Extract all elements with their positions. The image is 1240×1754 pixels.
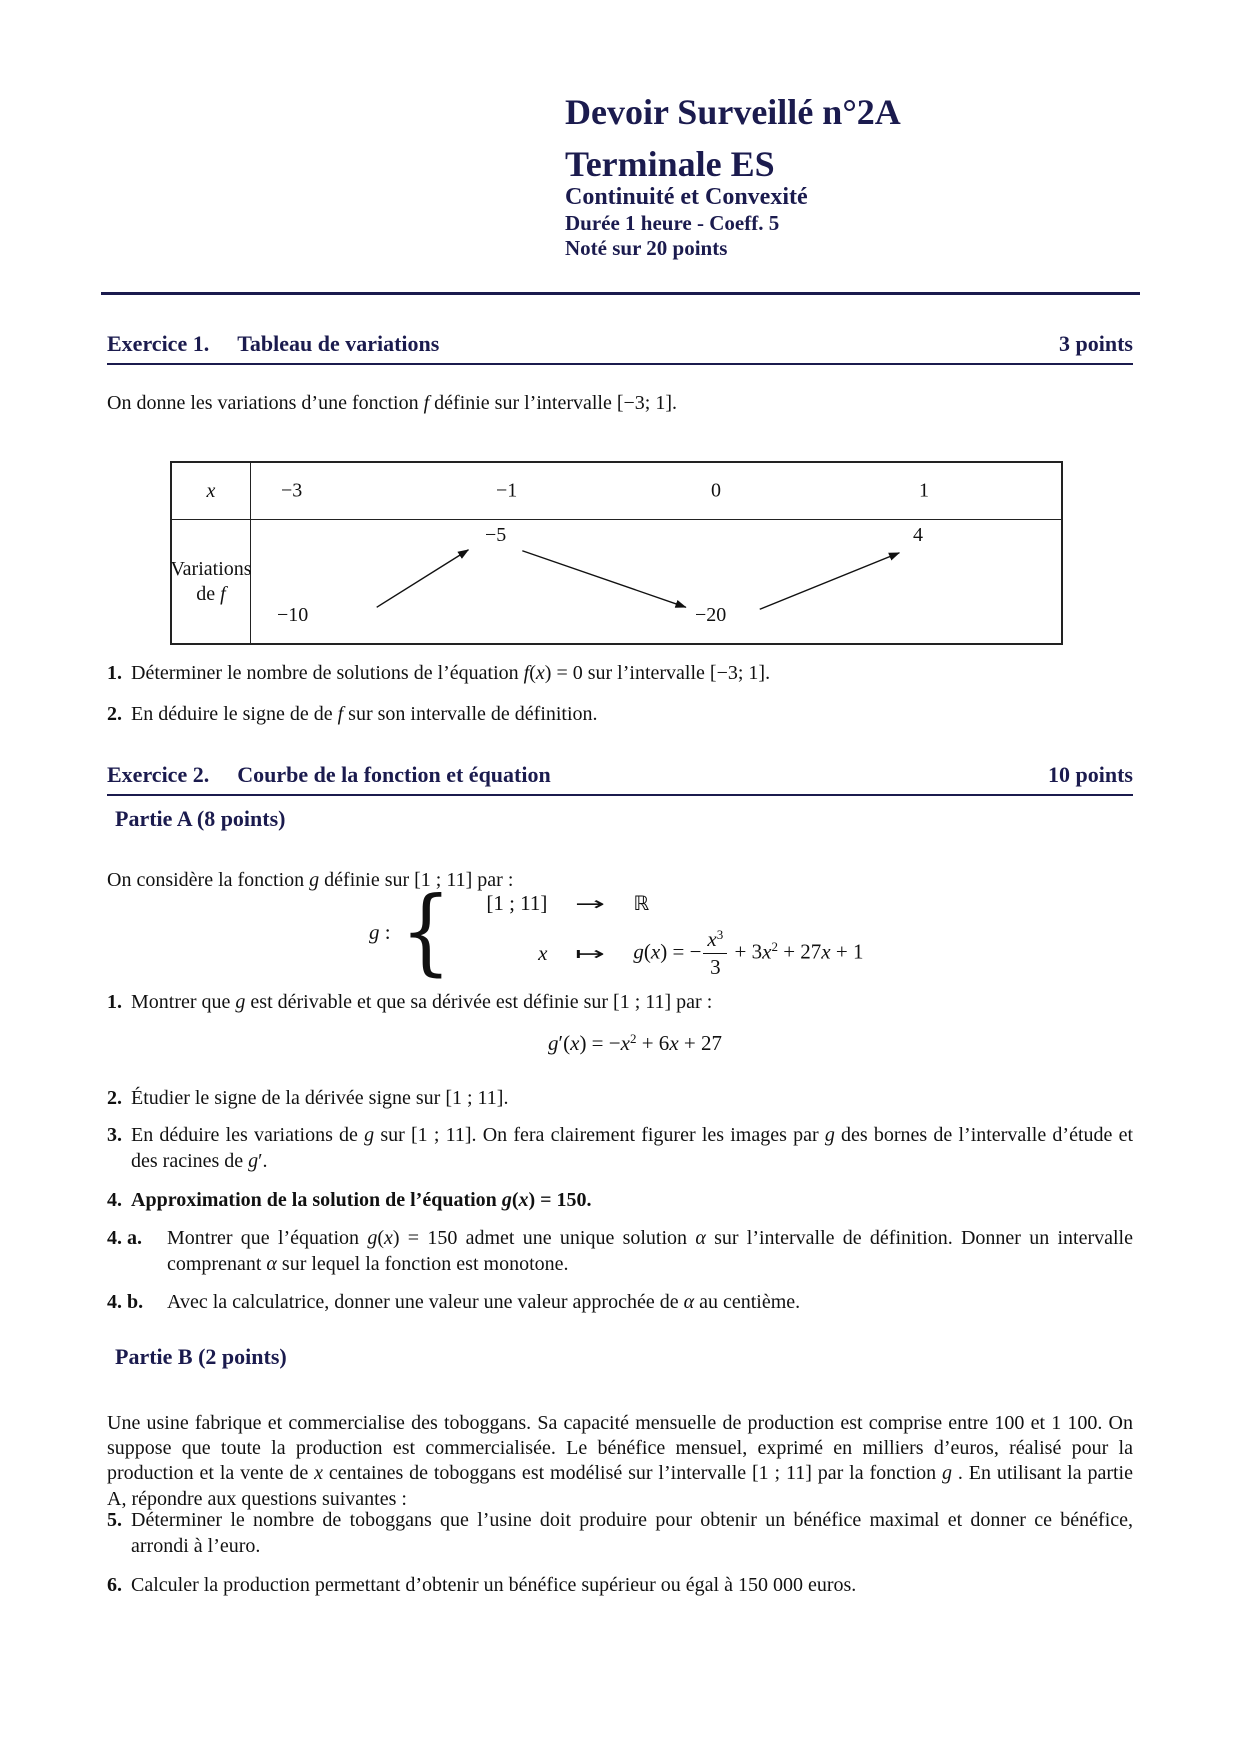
ex2-question-4b [107, 1290, 1133, 1316]
exercise2-header [107, 762, 1133, 796]
table-x-values-row [251, 463, 1061, 520]
codomain-reals: ℝ [633, 891, 650, 915]
question-number: 6. [107, 1574, 122, 1596]
question-number: 3. [107, 1124, 122, 1146]
function-name: g : [369, 919, 391, 944]
question-text: Avec la calculatrice, donner une valeur une valeur approchée de α au centième. [167, 1291, 801, 1313]
question-number: 5. [107, 1509, 122, 1531]
expression-head: g(x) = − [633, 938, 702, 963]
ex1-question-2 [107, 702, 1133, 728]
question-number: 4. a. [107, 1227, 142, 1249]
variation-table [170, 461, 1063, 645]
question-text: Montrer que l’équation g(x) = 150 admet une unique solution α sur l’intervalle de définition. Donner un intervalle comprenant α sur lequel la fonction est monotone. [167, 1227, 1133, 1275]
question-text: Approximation de la solution de l’équation g(x) = 150. [131, 1189, 592, 1211]
question-text: Déterminer le nombre de toboggans que l’usine doit produire pour obtenir un bénéfice maximal et donner ce bénéfice, arrondi à l’euro. [131, 1509, 1133, 1557]
exercise1-points: 3 points [1059, 331, 1133, 356]
long-arrow-icon: → [575, 892, 606, 915]
doc-score: Noté sur 20 points [565, 236, 728, 260]
fraction [701, 927, 729, 980]
exercise1-header [107, 331, 1133, 365]
exercise2-points: 10 points [1048, 762, 1133, 787]
table-x-value-0: −3 [281, 479, 303, 502]
question-number: 4. [107, 1189, 122, 1211]
question-text: Calculer la production permettant d’obtenir un bénéfice supérieur ou égal à 150 000 euros. [131, 1574, 857, 1596]
ex2-question-2 [107, 1086, 1133, 1112]
question-text: En déduire le signe de de f sur son intervalle de définition. [131, 703, 598, 725]
exercise1-label: Exercice 1. [107, 331, 210, 356]
question-number: 1. [107, 991, 122, 1013]
ex2-question-4a [107, 1226, 1133, 1277]
table-x-header-cell [172, 463, 251, 520]
ex1-question-1 [107, 661, 1133, 687]
arrow-down-icon [522, 551, 686, 608]
ex2-question-4 [107, 1188, 1133, 1214]
exercise2-label: Exercice 2. [107, 762, 210, 787]
doc-duration: Durée 1 heure - Coeff. 5 [565, 211, 780, 235]
doc-title: Devoir Surveillé n°2A [565, 92, 901, 132]
ex2-question-6 [107, 1573, 1133, 1599]
exercise2-title: Courbe de la fonction et équation [237, 762, 551, 787]
mapping-row-domain [461, 882, 863, 924]
part-b-heading: Partie B (2 points) [115, 1344, 287, 1369]
question-text: Étudier le signe de la dérivée signe sur [1 ; 11]. [131, 1087, 509, 1109]
mapsto-arrow-icon: ↦ [575, 942, 606, 965]
table-x-value-1: −1 [496, 479, 518, 502]
fraction-denominator: 3 [710, 954, 721, 979]
table-x-header: x [206, 479, 216, 502]
variation-value-start: −10 [277, 604, 309, 626]
variable-x: x [538, 940, 548, 965]
table-x-value-3: 1 [919, 479, 929, 502]
variation-value-end: 4 [913, 524, 923, 546]
exercise1-intro: On donne les variations d’une fonction f définie sur l’intervalle [−3; 1]. [107, 392, 678, 414]
arrow-up-icon [760, 553, 900, 610]
doc-class: Terminale ES [565, 144, 775, 184]
doc-topic: Continuité et Convexité [565, 184, 808, 210]
part-a-heading: Partie A (8 points) [115, 806, 286, 831]
question-text: Montrer que g est dérivable et que sa dérivée est définie sur [1 ; 11] par : [131, 991, 713, 1013]
table-x-value-2: 0 [711, 479, 721, 502]
mapping-row-rule [461, 924, 863, 982]
variation-arrows [251, 520, 1061, 643]
function-definition [369, 877, 864, 986]
variations-label-line2: de f [196, 582, 226, 605]
variations-cell [251, 520, 1061, 643]
exercise1-title: Tableau de variations [237, 331, 440, 356]
question-text: Déterminer le nombre de solutions de l’équation f(x) = 0 sur l’intervalle [−3; 1]. [131, 662, 771, 684]
variations-label-line1: Variations [170, 557, 252, 580]
doc-header [565, 92, 901, 261]
question-number: 1. [107, 662, 122, 684]
page-content [107, 0, 1133, 1754]
expression-tail: + $3x^2 + 27x + 1$ [729, 938, 864, 963]
domain-interval: [1 ; 11] [486, 890, 548, 915]
question-number: 2. [107, 703, 122, 725]
fraction-numerator: $x^3$ [703, 927, 727, 954]
brace-icon: { [400, 877, 451, 986]
ex2-question-3 [107, 1123, 1133, 1174]
mapping-rows [461, 882, 863, 982]
part-a-intro: On considère la fonction g définie sur [1 ; 11] par : [107, 869, 514, 891]
variation-value-peak: −5 [485, 524, 507, 546]
question-number: 4. b. [107, 1291, 144, 1313]
part-b-paragraph: Une usine fabrique et commercialise des toboggans. Sa capacité mensuelle de production est comprise entre 100 et 1 100. On suppose que toute la production est commercialisée. Le bénéfice mensuel, exprimé en milliers d’euros, réalisé pour la production et la vente de x centaines de toboggans est modélisé sur l’intervalle [1 ; 11] par la fonction g . En utilisant la partie A, répondre aux questions suivantes : [107, 1412, 1133, 1510]
variations-row-label [172, 520, 251, 643]
question-text: En déduire les variations de g sur [1 ; 11]. On fera clairement figurer les images par g des bornes de l’intervalle d’étude et des racines de g′. [131, 1124, 1134, 1172]
question-number: 2. [107, 1087, 122, 1109]
variation-value-trough: −20 [695, 604, 727, 626]
derivative-formula: $g'(x) = -x^2 + 6x + 27$ [548, 1030, 722, 1055]
arrow-up-icon [377, 550, 469, 608]
top-divider [101, 292, 1140, 295]
ex2-question-5 [107, 1508, 1133, 1559]
ex2-question-1 [107, 990, 1133, 1016]
function-expression [633, 927, 863, 980]
